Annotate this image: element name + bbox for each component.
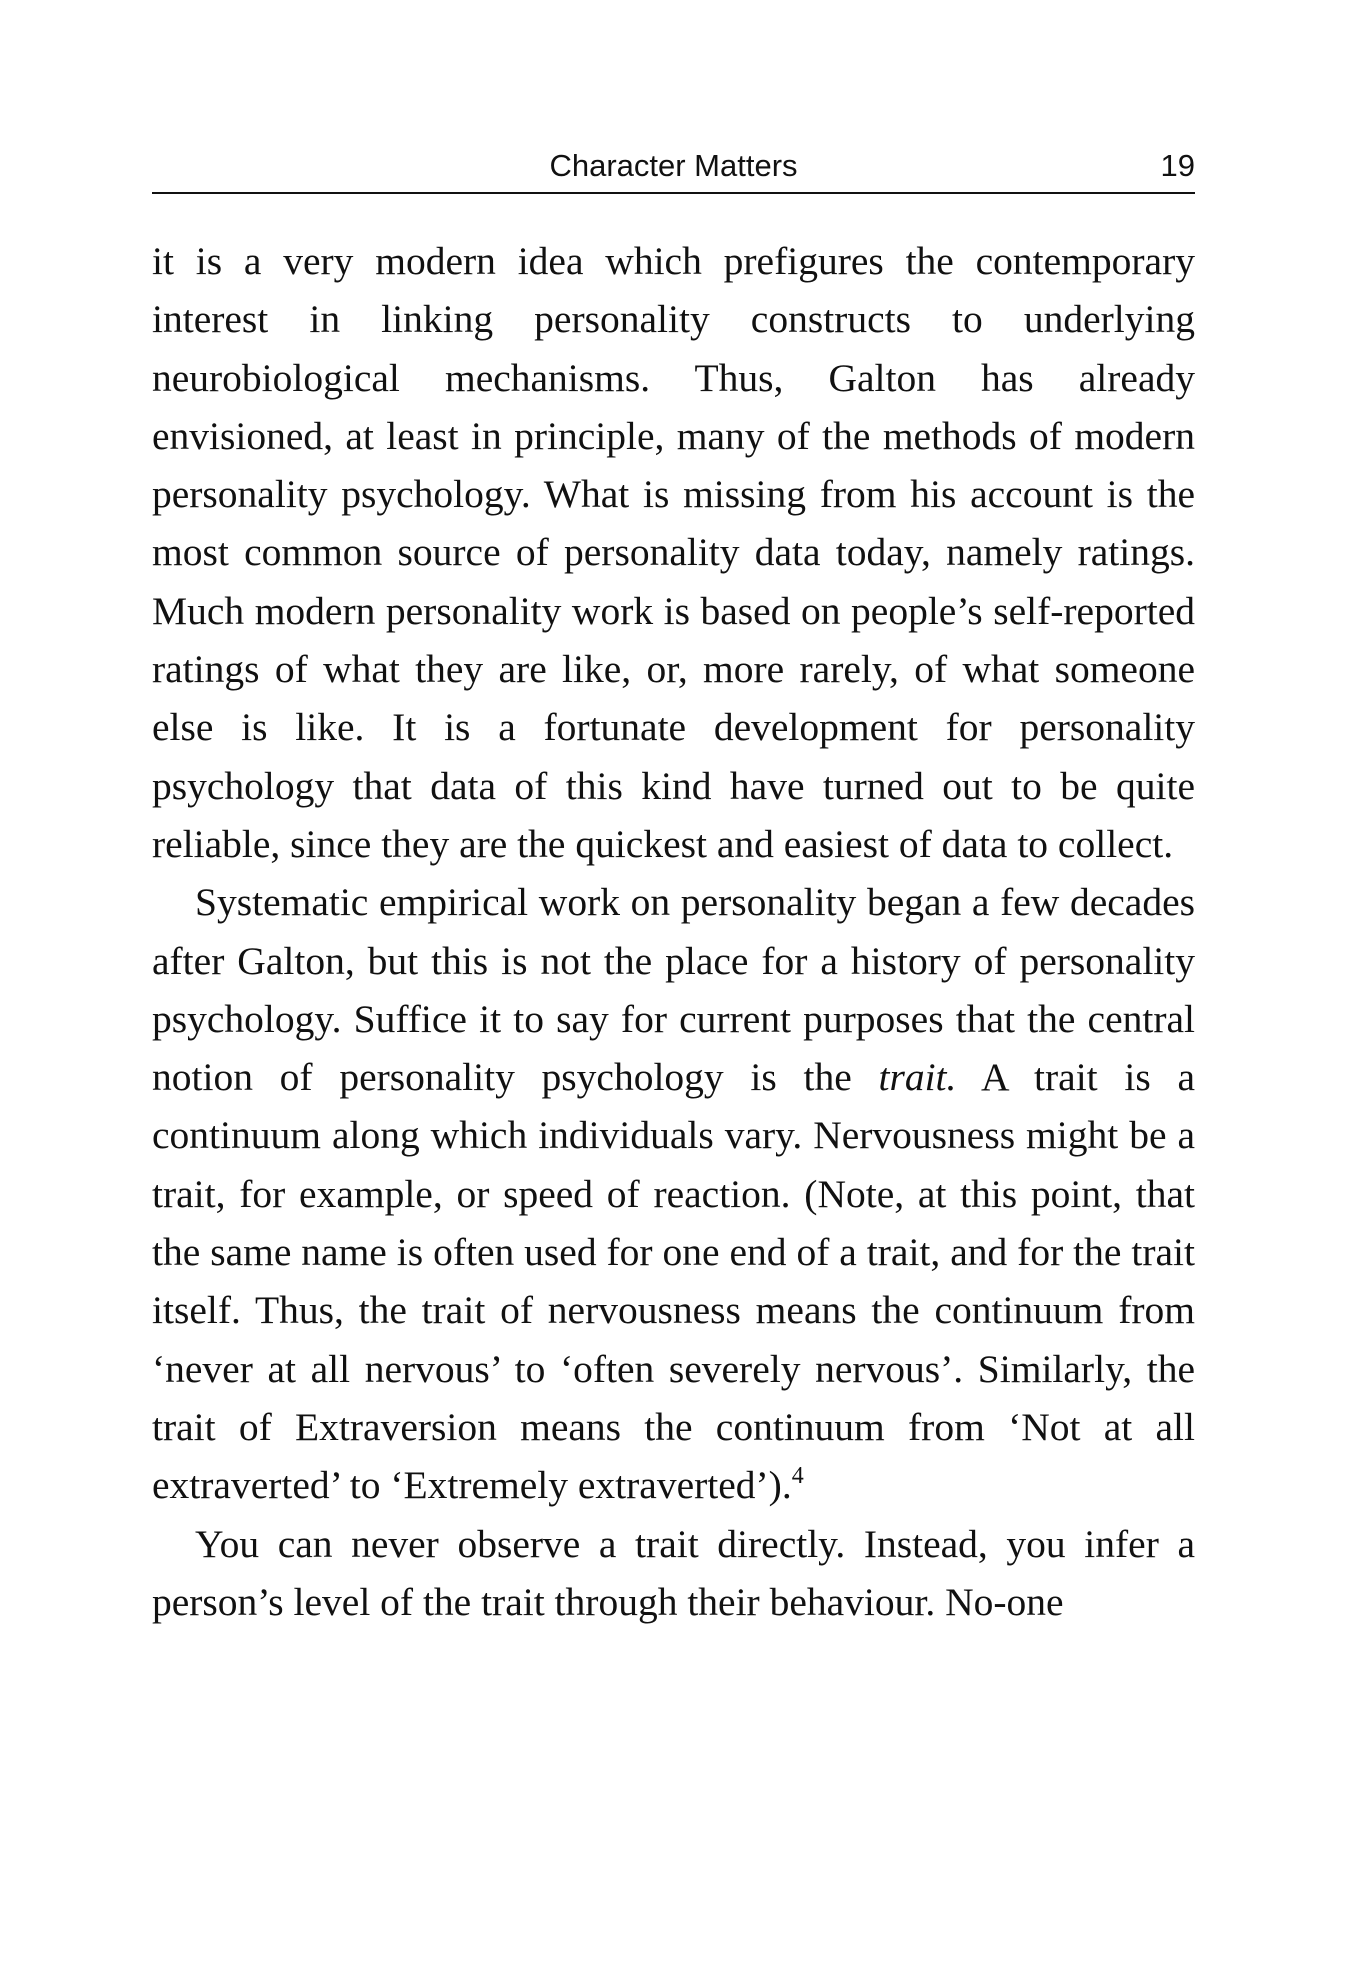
running-title: Character Matters [549,148,798,183]
paragraph-text-part-1: Systematic empirical work on personality began a few decades after Galton, but this is not the place for a history of personality psychology. Suffice it to say for current purposes that the central notion of personality psychology is the [152,880,1195,1100]
footnote-reference: 4 [791,1463,804,1490]
page-number: 19 [1160,148,1195,183]
emphasis-trait: trait. [878,1055,957,1100]
paragraph-text-part-2: A trait is a continuum along which individuals vary. Nervousness might be a trait, for example, or speed of reaction. (Note, at this point, that the same name is often used for one end of a trait, and for the trait itself. Thus, the trait of nervousness means the continuum from ‘never at all nervous’ to ‘often severely nervous’. Similarly, the trait of Extraversion means the continuum from ‘Not at all extraverted’ to ‘Extremely extraverted’). [152,1055,1195,1508]
running-header [152,140,1195,194]
paragraph-continued: it is a very modern idea which prefigures the contemporary interest in linking personality constructs to underlying neurobiological mechanisms. Thus, Galton has already envisioned, at least in principle, many of the methods of modern personality psychology. What is missing from his account is the most common source of personality data today, namely ratings. Much modern personality work is based on people’s self-reported ratings of what they are like, or, more rarely, of what someone else is like. It is a fortunate development for personality psychology that data of this kind have turned out to be quite reliable, since they are the quickest and easiest of data to collect. [152,239,1195,866]
paragraph-trait-definition [152,873,1195,1514]
paragraph-trait-observation: You can never observe a trait directly. Instead, you infer a person’s level of the trait through their behaviour. No-one [152,1521,1195,1624]
body-text [152,232,1195,1631]
book-page [152,140,1195,1631]
